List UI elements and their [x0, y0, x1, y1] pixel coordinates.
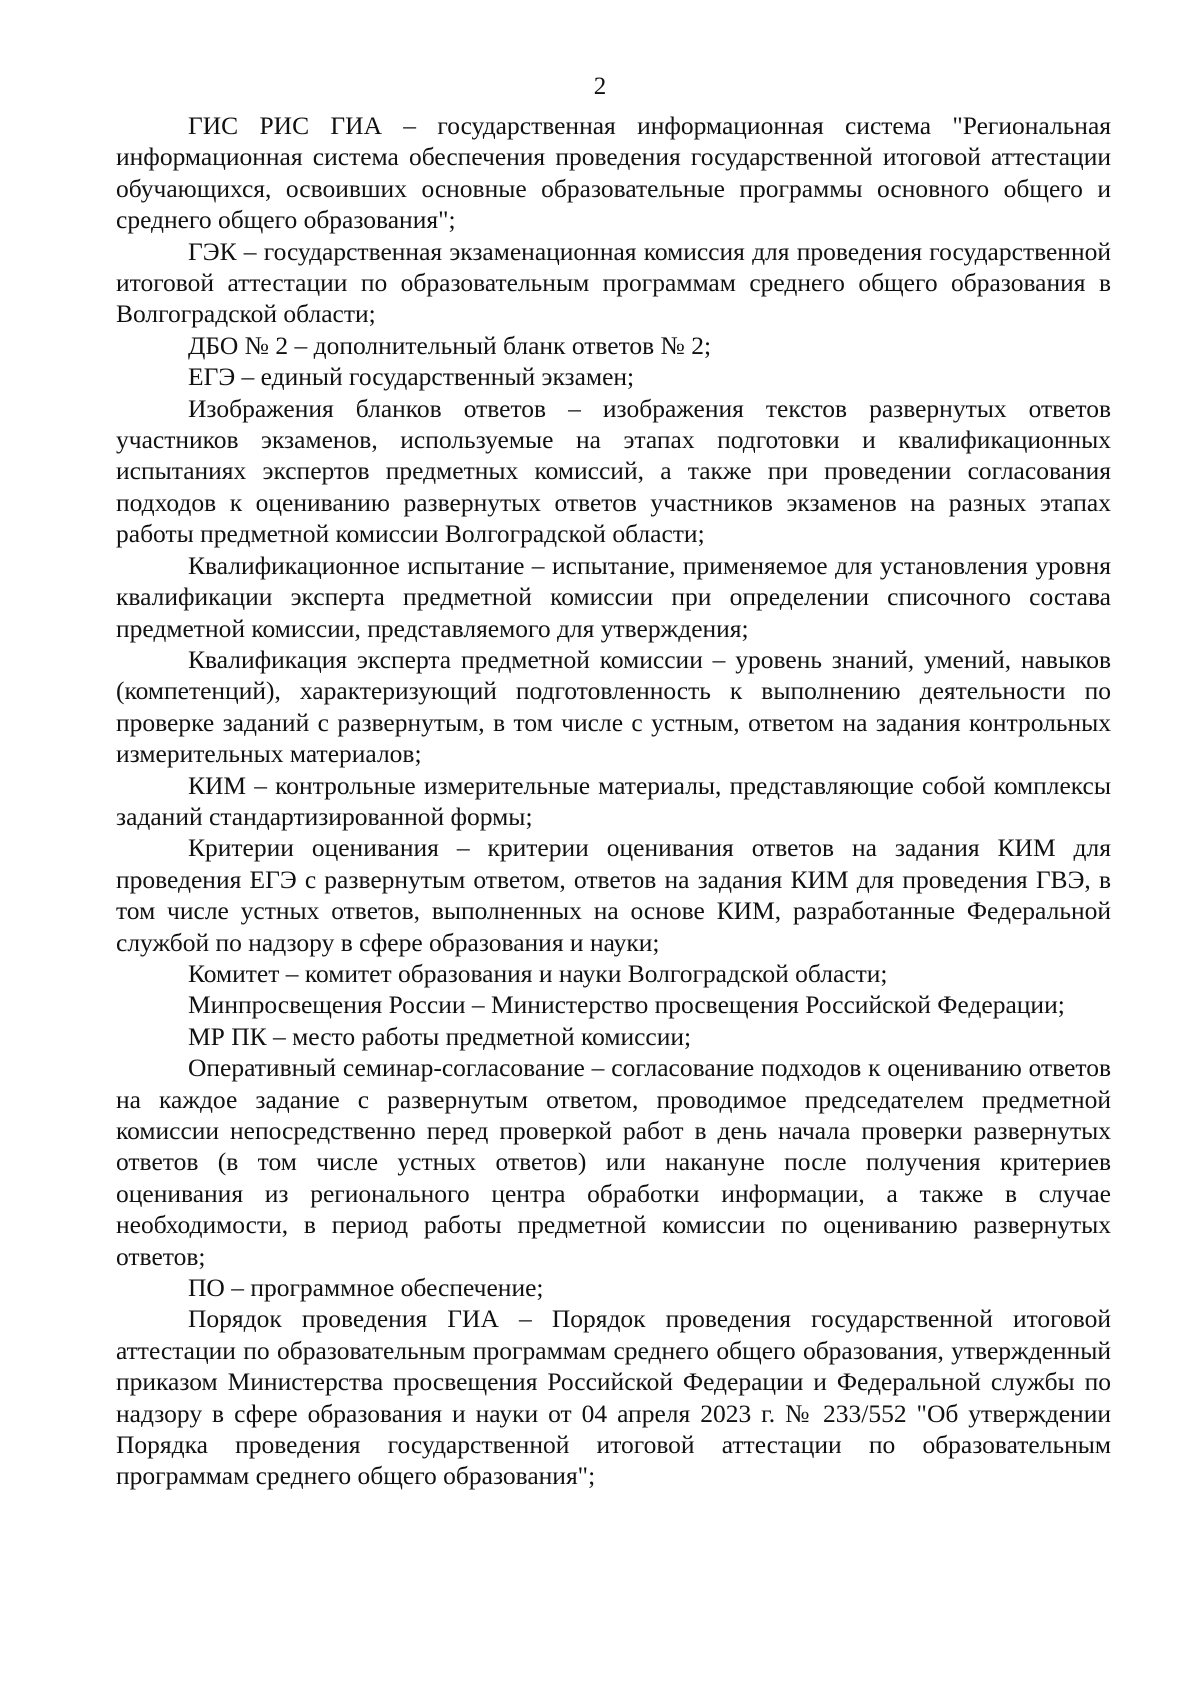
paragraph-expert-qualification: Квалификация эксперта предметной комиссии – уровень знаний, умений, навыков (компетенций), характеризующий подготовленность к выполнению деятельности по проверке заданий с развернутым, в том числе с устным, ответом на задания контрольных измерительных материалов;	[116, 644, 1111, 769]
paragraph-criteria: Критерии оценивания – критерии оценивания ответов на задания КИМ для проведения ЕГЭ с развернутым ответом, ответов на задания КИМ для проведения ГВЭ, в том числе устных ответов, выполненных на основе КИМ, разработанные Федеральной службой по надзору в сфере образования и науки;	[116, 833, 1111, 957]
document-body	[116, 110, 1111, 1492]
paragraph-mr-pk: МР ПК – место работы предметной комиссии;	[188, 1021, 692, 1051]
paragraph-qualification-test: Квалификационное испытание – испытание, применяемое для установления уровня квалификации эксперта предметной комиссии при определении списочного состава предметной комиссии, представляемого для утверждения;	[116, 550, 1111, 643]
paragraph-ministry: Минпросвещения России – Министерство просвещения Российской Федерации;	[188, 990, 1065, 1020]
paragraph-answer-images: Изображения бланков ответов – изображения текстов развернутых ответов участников экзаменов, используемые на этапах подготовки и квалификационных испытаниях экспертов предметных комиссий, а также при проведении согласования подходов к оцениванию развернутых ответов участников экзаменов на разных этапах работы предметной комиссии Волгоградской области;	[116, 393, 1111, 549]
page-number: 2	[593, 73, 607, 100]
paragraph-gek: ГЭК – государственная экзаменационная комиссия для проведения государственной итоговой аттестации по образовательным программам среднего общего образования в Волгоградской области;	[116, 236, 1111, 329]
paragraph-kim: КИМ – контрольные измерительные материалы, представляющие собой комплексы заданий стандартизированной формы;	[116, 770, 1111, 831]
paragraph-ege: ЕГЭ – единый государственный экзамен;	[188, 362, 635, 392]
paragraph-committee: Комитет – комитет образования и науки Волгоградской области;	[188, 958, 888, 988]
paragraph-software: ПО – программное обеспечение;	[188, 1273, 544, 1303]
paragraph-gia-procedure: Порядок проведения ГИА – Порядок проведения государственной итоговой аттестации по образовательным программам среднего общего образования, утвержденный приказом Министерства просвещения Российской Федерации и Федеральной службы по надзору в сфере образования и науки от 04 апреля 2023 г. № 233/552 "Об утверждении Порядка проведения государственной итоговой аттестации по образовательным программам среднего общего образования";	[116, 1304, 1111, 1491]
paragraph-gis-ris-gia: ГИС РИС ГИА – государственная информационная система "Региональная информационная система обеспечения проведения государственной итоговой аттестации обучающихся, освоивших основные образовательные программы основного общего и среднего общего образования";	[116, 111, 1111, 235]
paragraph-seminar: Оперативный семинар-согласование – согласование подходов к оцениванию ответов на каждое задание с развернутым ответом, проводимое председателем предметной комиссии непосредственно перед проверкой работ в день начала проверки развернутых ответов (в том числе устных ответов) или накануне после получения критериев оценивания из регионального центра обработки информации, а также в случае необходимости, в период работы предметной комиссии по оцениванию развернутых ответов;	[116, 1053, 1111, 1271]
paragraph-dbo: ДБО № 2 – дополнительный бланк ответов № 2;	[188, 330, 712, 360]
